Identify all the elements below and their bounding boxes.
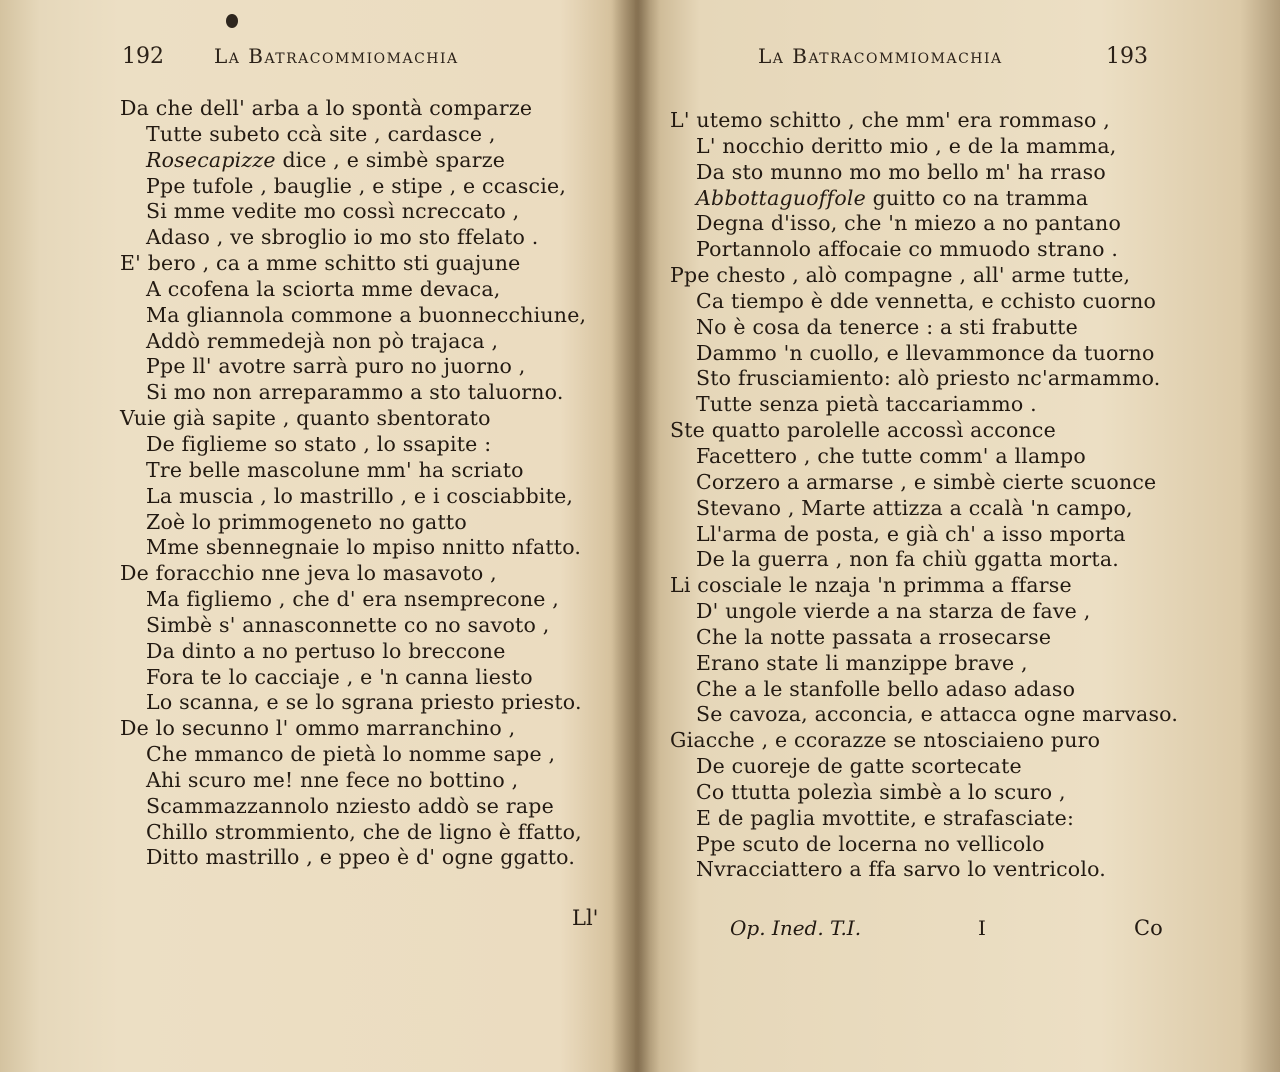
verse-line: Stevano , Marte attizza a ccalà 'n campo, [696,495,1133,520]
verse-line: Adaso , ve sbroglio io mo sto ffelato . [146,225,539,250]
verse-line: Abbottaguoffole guitto co na tramma [696,185,1089,210]
verse-line: Nvracciattero a ffa sarvo lo ventricolo. [696,857,1106,882]
running-head: La Batracommiomachia [214,44,459,68]
verse-line: Tutte subeto ccà site , cardasce , [146,121,496,146]
signature-text: Op. Ined. T.I. [730,916,862,940]
verse-line: Simbè s' annasconnette co no savoto , [146,612,550,637]
verse-line: Facettero , che tutte comm' a llampo [696,443,1086,468]
verse-line: D' ungole vierde a na starza de fave , [696,599,1091,624]
verse-line: Che la notte passata a rrosecarse [696,624,1052,649]
verse-line: Degna d'isso, che 'n miezo a no pantano [696,211,1121,236]
verse-line: Ma figliemo , che d' era nsemprecone , [146,587,559,612]
verse-line: Corzero a armarse , e simbè cierte scuonce [696,469,1157,494]
verse-line: La muscia , lo mastrillo , e i cosciabbite, [146,483,574,508]
verse-line: Ahi scuro me! nne fece no bottino , [146,767,519,792]
verse-line: Sto frusciamiento: alò priesto nc'armammo. [696,366,1161,391]
verse-line: De cuoreje de gatte scortecate [696,754,1022,779]
page-number: 193 [1106,44,1148,69]
verse-line: Zoè lo primmogeneto no gatto [146,509,467,534]
verse-line: Co ttutta polezìa simbè a lo scuro , [696,779,1066,804]
verse-line: L' utemo schitto , che mm' era rommaso , [670,108,1110,132]
verse-line: Ppe tufole , bauglie , e stipe , e ccascie, [146,173,567,198]
right-page [640,0,1280,1072]
verse-line: Ca tiempo è dde vennetta, e cchisto cuorno [696,288,1157,313]
verse-line: Li cosciale le nzaja 'n primma a ffarse [670,573,1072,598]
left-page [0,0,632,1072]
verse-line: Chillo strommiento, che de ligno è ffatto, [146,819,582,844]
catchword: Ll' [572,906,599,930]
verse-line: Scammazzannolo nziesto addò se rape [146,793,554,818]
verse-line: Ppe scuto de locerna no vellicolo [696,831,1045,856]
verse-line: De la guerra , non fa chiù ggatta morta. [696,547,1119,572]
verse-line: Ll'arma de posta, e già ch' a isso mporta [696,521,1126,546]
verse-line: Dammo 'n cuollo, e llevammonce da tuorno [696,340,1155,365]
verse-line: Ppe ll' avotre sarrà puro no juorno , [146,354,526,379]
verse-line: E' bero , ca a mme schitto sti guajune [120,251,521,276]
verse-line: Lo scanna, e se lo sgrana priesto priesto. [146,690,582,715]
verse-line: Ma gliannola commone a buonnecchiune, [146,302,587,327]
verse-line: Tutte senza pietà taccariammo . [696,392,1037,417]
verse-line: E de paglia mvottite, e strafasciate: [696,805,1075,830]
verse-line: L' nocchio deritto mio , e de la mamma, [696,133,1117,158]
verse-line: De foracchio nne jeva lo masavoto , [120,561,497,586]
gutter-shadow [612,0,660,1072]
signature-mark: I [978,916,986,940]
verse-line: Si mme vedite mo cossì ncreccato , [146,199,520,224]
verse-line: Vuie già sapite , quanto sbentorato [120,406,491,431]
verse-line: Tre belle mascolune mm' ha scriato [146,457,524,482]
verse-line: Portannolo affocaie co mmuodo strano . [696,237,1119,262]
verse-line: De figlieme so stato , lo ssapite : [146,431,492,456]
verse-line: Si mo non arreparammo a sto taluorno. [146,380,564,405]
verse-line: De lo secunno l' ommo marranchino , [120,716,516,741]
ink-stain [226,14,238,28]
running-head: La Batracommiomachia [758,44,1003,68]
verse-line: Ppe chesto , alò compagne , all' arme tutte, [670,263,1131,288]
verse-line: Giacche , e ccorazze se ntosciaieno puro [670,728,1101,753]
verse-line: Ditto mastrillo , e ppeo è d' ogne ggatto. [146,845,576,870]
verse-block [670,108,1178,883]
verse-line: Che a le stanfolle bello adaso adaso [696,676,1076,701]
verse-line: Addò remmedejà non pò trajaca , [146,328,499,353]
verse-line: Da dinto a no pertuso lo breccone [146,638,506,663]
catchword: Co [1134,916,1163,940]
verse-line: Se cavoza, acconcia, e attacca ogne marvaso. [696,702,1179,727]
verse-line: Che mmanco de pietà lo nomme sape , [146,742,556,767]
verse-line: A ccofena la sciorta mme devaca, [146,276,501,301]
verse-line: Fora te lo cacciaje , e 'n canna liesto [146,664,533,689]
verse-line: Da sto munno mo mo bello m' ha rraso [696,159,1106,184]
verse-line: Rosecapizze dice , e simbè sparze [146,147,506,172]
page-number: 192 [122,44,164,69]
verse-line: Erano state li manzippe brave , [696,650,1028,675]
verse-line: Mme sbennegnaie lo mpiso nnitto nfatto. [146,535,582,560]
verse-line: No è cosa da tenerce : a sti frabutte [696,314,1078,339]
verse-block [120,96,586,871]
verse-line: Ste quatto parolelle accossì acconce [670,418,1056,443]
verse-line: Da che dell' arba a lo spontà comparze [120,96,533,120]
